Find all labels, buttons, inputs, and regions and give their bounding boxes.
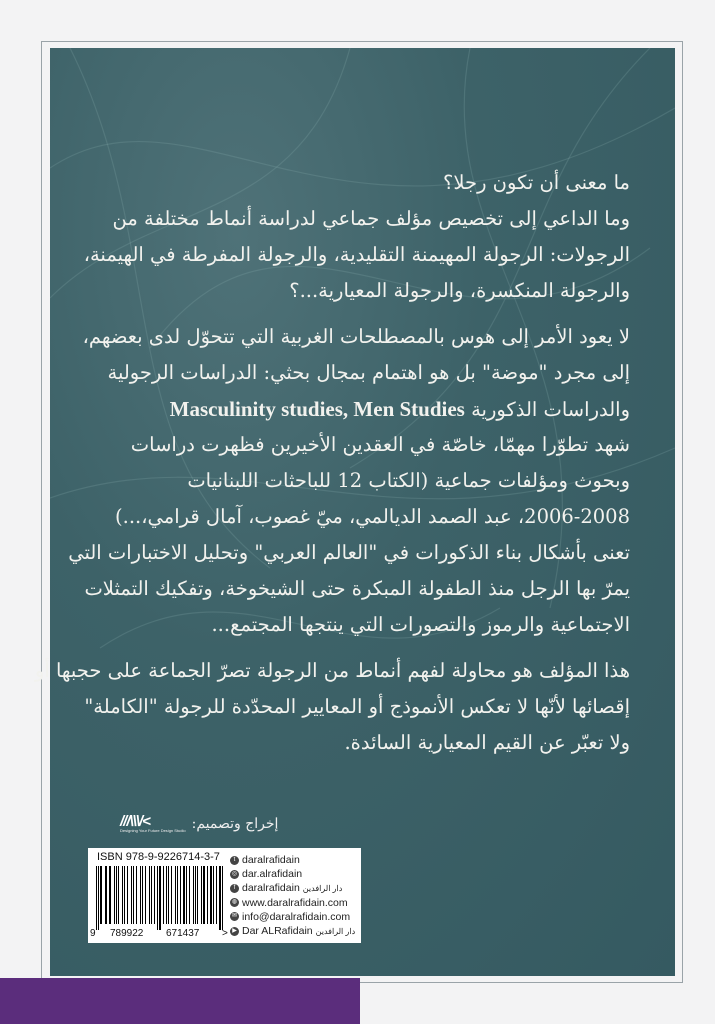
barcode-bar [183,866,185,924]
barcode-bar [124,866,125,924]
barcode-bar [219,866,220,930]
barcode-bar [151,866,152,924]
barcode [96,866,224,930]
barcode-bar [133,866,134,924]
barcode-bar [122,866,123,924]
purple-spine-strip [0,978,360,1024]
barcode-bar [157,866,158,930]
barcode-bar [136,866,137,924]
barcode-bar [195,866,196,924]
isbn-label: ISBN 978-9-9226714-3-7 [97,851,220,863]
barcode-bar [106,866,107,924]
social-item-youtube[interactable] [230,924,355,938]
barcode-digits: 789922 [110,928,144,939]
barcode-bar [145,866,146,924]
isbn-box [88,848,361,943]
design-credit [120,814,278,833]
instagram-icon: ◎ [231,870,238,877]
credit-label: إخراج وتصميم: [191,815,279,832]
social-text: Dar ALRafidain [242,925,313,938]
barcode-bar [213,866,214,924]
text-line: ولا تعبّر عن القيم المعيارية السائدة. [344,731,630,754]
social-item-twitter[interactable] [230,853,355,867]
barcode-bar [168,866,169,924]
social-item-email[interactable] [230,910,355,924]
social-item-website[interactable] [230,896,355,910]
barcode-bar [98,866,99,930]
barcode-bar [210,866,212,924]
twitter-icon: t [230,856,239,865]
barcode-bar [177,866,178,924]
barcode-bar [118,866,119,924]
social-text: dar.alrafidain [242,868,303,881]
text-line: الاجتماعية والرموز والتصورات التي ينتجها المجتمع... [211,613,630,636]
barcode-bar [163,866,164,924]
barcode-bar [96,866,97,930]
barcode-marker: > [222,928,228,939]
social-text: www.daralrafidain.com [242,896,348,909]
social-arabic: دار الرافدين [315,926,356,936]
barcode-bar [131,866,133,924]
barcode-bar [142,866,143,924]
text-line: إقصائها لأنّها لا تعكس الأنموذج أو المعايير المحدّدة للرجولة "الكاملة" [84,695,630,718]
text-line: إلى مجرد "موضة" بل هو اهتمام بمجال بحثي: الدراسات الرجولية [107,361,630,384]
social-item-instagram[interactable] [230,867,355,881]
barcode-bar [100,866,101,924]
social-text: daralrafidain [242,854,300,867]
barcode-bar [189,866,190,924]
barcode-bar [116,866,117,924]
text-line: الرجولات: الرجولة المهيمنة التقليدية، والرجولة المفرطة في الهيمنة، [83,243,630,266]
barcode-digit: 9 [90,928,96,939]
logo-tagline: Designing Your Future Design Studio [120,828,186,833]
text-line: يمرّ بها الرجل منذ الطفولة المبكرة حتى الشيخوخة، وتفكيك التمثلات [84,577,630,600]
text-line: وما الداعي إلى تخصيص مؤلف جماعي لدراسة أنماط مختلفة من [112,207,630,230]
barcode-bar [149,866,150,924]
barcode-bar [197,866,198,924]
text-arabic: والدراسات الذكورية [471,398,630,421]
social-text: daralrafidain [242,882,300,895]
social-item-facebook[interactable] [230,881,355,895]
barcode-bar [109,866,111,924]
barcode-bar [114,866,115,924]
social-links [230,853,355,938]
barcode-bar [175,866,176,924]
barcode-bar [203,866,204,924]
email-icon: ✉ [231,913,238,920]
social-text: info@daralrafidain.com [242,910,351,923]
text-line: هذا المؤلف هو محاولة لفهم أنماط من الرجولة تصرّ الجماعة على حجبها أو [34,659,630,682]
barcode-bar [105,866,106,924]
barcode-bar [207,866,208,924]
globe-icon: ◍ [231,899,238,906]
barcode-bar [171,866,172,924]
barcode-bar [127,866,128,924]
text-line [170,394,630,424]
barcode-bar [193,866,194,924]
text-line: 2006-2008، عبد الصمد الديالمي، ميّ غصوب، آمال قرامي،...) [115,505,630,528]
barcode-bar [180,866,181,924]
english-terms: Masculinity studies, Men Studies [169,397,465,421]
text-line: تعنى بأشكال بناء الذكورات في "العالم العربي" وتحليل الاختبارات التي [68,541,630,564]
barcode-bar [186,866,187,924]
barcode-bar [222,866,223,930]
youtube-icon: ▶ [230,927,239,936]
barcode-bar [201,866,202,924]
barcode-bar [166,866,167,924]
barcode-bar [140,866,141,924]
text-line: وبحوث ومؤلفات جماعية (الكتاب 12 للباحثات اللبنانيات [187,469,630,492]
barcode-bar [154,866,155,924]
text-line: لا يعود الأمر إلى هوس بالمصطلحات الغربية التي تتحوّل لدى بعضهم، [82,325,630,348]
text-line: والرجولة المنكسرة، والرجولة المعيارية...؟ [289,279,630,302]
social-arabic: دار الرافدين [302,883,343,893]
barcode-bar [159,866,161,930]
barcode-digits: 671437 [166,928,200,939]
text-line: ما معنى أن تكون رجلا؟ [443,171,630,194]
design-studio-logo: ///\\\/< [120,813,150,830]
text-line: شهد تطوّرا مهمّا، خاصّة في العقدين الأخيرين فظهرت دراسات [130,433,630,456]
facebook-icon: f [230,884,239,893]
barcode-bar [216,866,217,924]
